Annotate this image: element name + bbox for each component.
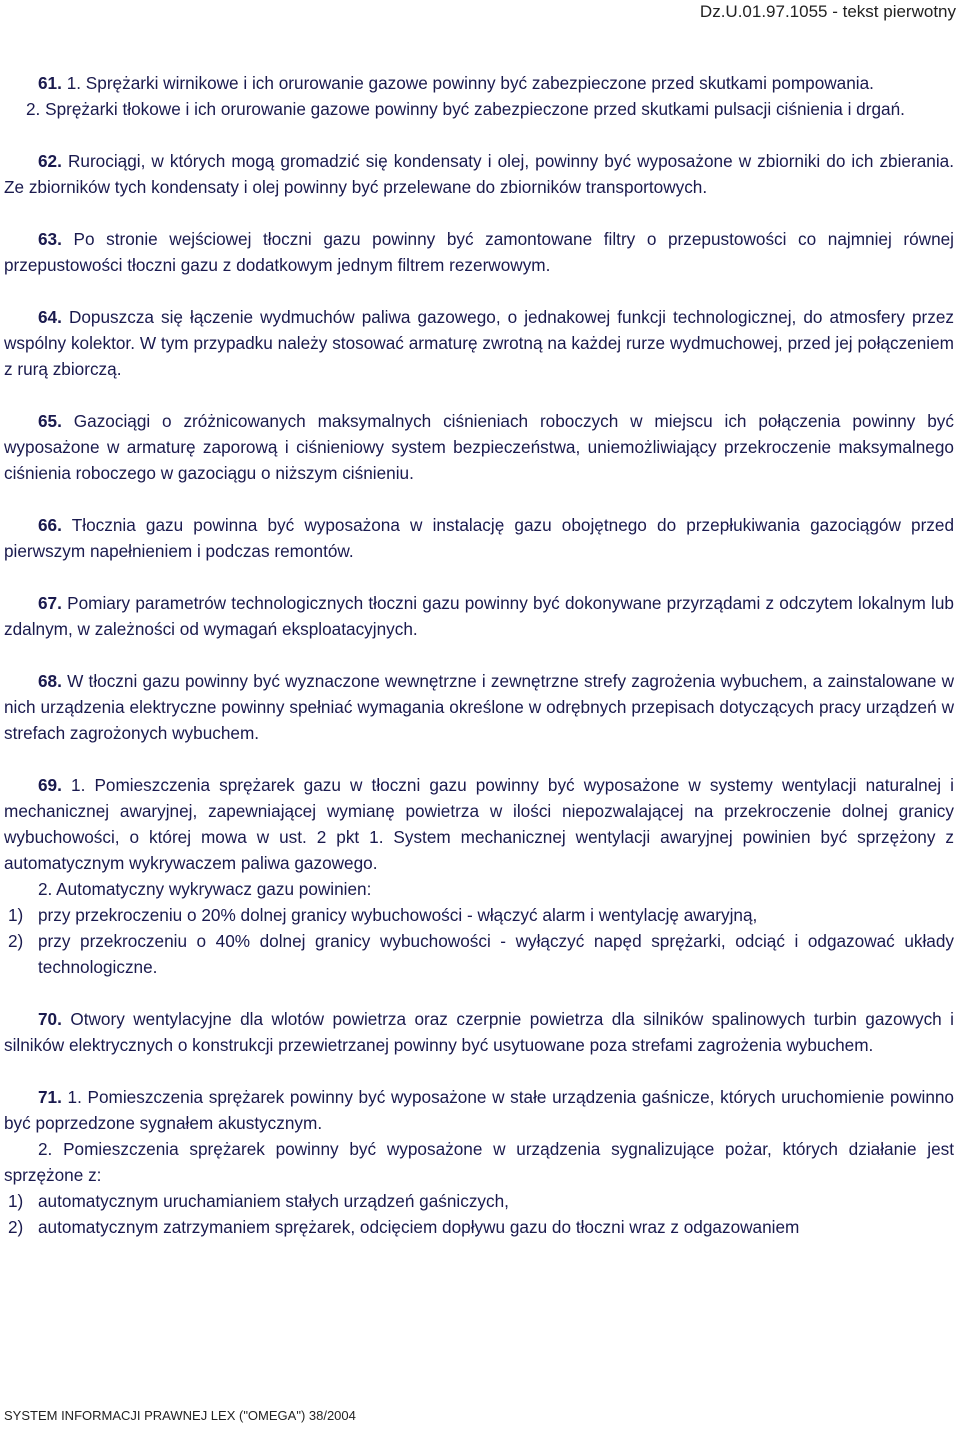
paragraph-text: 1. Sprężarki wirnikowe i ich orurowanie gazowe powinny być zabezpieczone przed skutkami pompowania.: [66, 73, 874, 93]
paragraph-number: 64.: [38, 307, 62, 327]
list-item: [4, 1188, 954, 1214]
paragraph-number: 69.: [38, 775, 62, 795]
paragraph-text: 2. Sprężarki tłokowe i ich orurowanie gazowe powinny być zabezpieczone przed skutkami pulsacji ciśnienia i drgań.: [26, 99, 905, 119]
paragraph-text: Rurociągi, w których mogą gromadzić się kondensaty i olej, powinny być wyposażone w zbiorniki do ich zbierania. Ze zbiorników tych kondensaty i olej powinny być przelewane do zbiorników transportowych.: [4, 151, 954, 197]
list-item: [4, 902, 954, 928]
paragraph-69: [4, 772, 954, 876]
list-item-text: automatycznym zatrzymaniem sprężarek, odcięciem dopływu gazu do tłoczni wraz z odgazowaniem: [38, 1217, 800, 1237]
paragraph-71: [4, 1084, 954, 1136]
list-item-text: przy przekroczeniu o 20% dolnej granicy wybuchowości - włączyć alarm i wentylację awaryjną,: [38, 905, 758, 925]
paragraph-text: 1. Pomieszczenia sprężarek gazu w tłoczni gazu powinny być wyposażone w systemy wentylacji naturalnej i mechanicznej awaryjnej, zapewniającej wymianę powietrza w ilości niepozwalającej na przekroczenie dolnej granicy wybuchowości, o której mowa w ust. 2 pkt 1. System mechanicznej wentylacji awaryjnej powinien być sprzężony z automatycznym wykrywaczem paliwa gazowego.: [4, 775, 954, 873]
list-item: [4, 1214, 954, 1240]
paragraph-text: Gazociągi o zróżnicowanych maksymalnych ciśnieniach roboczych w miejscu ich połączenia powinny być wyposażone w armaturę zaporową i ciśnieniowy system bezpieczeństwa, uniemożliwiający przekroczenie maksymalnego ciśnienia roboczego w gazociągu o niższym ciśnieniu.: [4, 411, 954, 483]
paragraph-number: 71.: [38, 1087, 62, 1107]
paragraph-text: Pomiary parametrów technologicznych tłoczni gazu powinny być dokonywane przyrządami z odczytem lokalnym lub zdalnym, w zależności od wymagań eksploatacyjnych.: [4, 593, 954, 639]
paragraph-61: [4, 70, 954, 96]
paragraph-65: [4, 408, 954, 486]
list-item: [4, 928, 954, 980]
paragraph-number: 67.: [38, 593, 62, 613]
paragraph-number: 68.: [38, 671, 62, 691]
paragraph-61-subsection: [4, 96, 954, 122]
paragraph-number: 62.: [38, 151, 62, 171]
paragraph-text: 2. Pomieszczenia sprężarek powinny być wyposażone w urządzenia sygnalizujące pożar, których działanie jest sprzężone z:: [4, 1139, 954, 1185]
paragraph-68: [4, 668, 954, 746]
paragraph-number: 65.: [38, 411, 62, 431]
paragraph-70: [4, 1006, 954, 1058]
paragraph-text: Tłocznia gazu powinna być wyposażona w instalację gazu obojętnego do przepłukiwania gazociągów przed pierwszym napełnieniem i podczas remontów.: [4, 515, 955, 561]
paragraph-text: Dopuszcza się łączenie wydmuchów paliwa gazowego, o jednakowej funkcji technologicznej, do atmosfery przez wspólny kolektor. W tym przypadku należy stosować armaturę zwrotną na każdej rurze wydmuchowej, przed jej połączeniem z rurą zbiorczą.: [4, 307, 954, 379]
paragraph-67: [4, 590, 954, 642]
list-item-text: przy przekroczeniu o 40% dolnej granicy wybuchowości - wyłączyć napęd sprężarki, odciąć i odgazować układy technologiczne.: [38, 931, 954, 977]
paragraph-text: 2. Automatyczny wykrywacz gazu powinien:: [38, 879, 372, 899]
paragraph-69-subsection: [4, 876, 954, 902]
paragraph-text: Po stronie wejściowej tłoczni gazu powinny być zamontowane filtry o przepustowości co najmniej równej przepustowości tłoczni gazu z dodatkowym jednym filtrem rezerwowym.: [4, 229, 954, 275]
paragraph-number: 63.: [38, 229, 62, 249]
list-item-text: automatycznym uruchamianiem stałych urządzeń gaśniczych,: [38, 1191, 509, 1211]
paragraph-62: [4, 148, 954, 200]
paragraph-number: 66.: [38, 515, 62, 535]
paragraph-text: Otwory wentylacyjne dla wlotów powietrza oraz czerpnie powietrza dla silników spalinowych turbin gazowych i silników elektrycznych o konstrukcji przewietrzanej powinny być usytuowane poza strefami zagrożenia wybuchem.: [4, 1009, 954, 1055]
paragraph-number: 70.: [38, 1009, 62, 1029]
paragraph-number: 61.: [38, 73, 62, 93]
list-item-number: 1): [8, 1191, 24, 1211]
paragraph-text: 1. Pomieszczenia sprężarek powinny być wyposażone w stałe urządzenia gaśnicze, których uruchomienie powinno być poprzedzone sygnałem akustycznym.: [4, 1087, 954, 1133]
list-item-number: 2): [8, 931, 24, 951]
list-item-number: 2): [8, 1217, 24, 1237]
paragraph-text: W tłoczni gazu powinny być wyznaczone wewnętrzne i zewnętrzne strefy zagrożenia wybuchem, a zainstalowane w nich urządzenia elektryczne powinny spełniać wymagania określone w odrębnych przepisach dotyczących pracy urządzeń w strefach zagrożonych wybuchem.: [4, 671, 954, 743]
document-header: Dz.U.01.97.1055 - tekst pierwotny: [699, 2, 956, 21]
document-body: [4, 70, 954, 1240]
paragraph-64: [4, 304, 954, 382]
paragraph-63: [4, 226, 954, 278]
document-footer: SYSTEM INFORMACJI PRAWNEJ LEX ("OMEGA") 38/2004: [4, 1408, 356, 1423]
paragraph-66: [4, 512, 954, 564]
paragraph-71-subsection: [4, 1136, 954, 1188]
list-item-number: 1): [8, 905, 24, 925]
